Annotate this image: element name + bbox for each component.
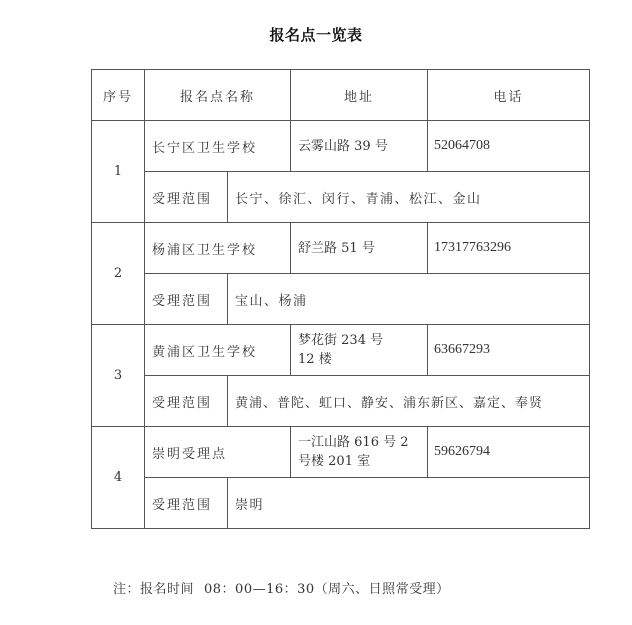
document-title: 报名点一览表: [269, 26, 363, 44]
row-address: [291, 325, 428, 376]
address-line-2: 12 楼: [298, 352, 332, 367]
row-name: 黄浦区卫生学校: [145, 325, 291, 376]
row-address: [291, 427, 428, 478]
scope-row: [92, 274, 590, 325]
scope-row: [92, 478, 590, 529]
row-phone: 59626794: [428, 427, 590, 478]
table-row: [92, 121, 590, 172]
address-line-1: 一江山路 616 号 2: [298, 435, 409, 450]
table-row: [92, 325, 590, 376]
scope-label: 受理范围: [145, 172, 228, 223]
scope-row: [92, 376, 590, 427]
scope-label: 受理范围: [145, 376, 228, 427]
row-phone: 52064708: [428, 121, 590, 172]
header-phone: 电话: [428, 70, 590, 121]
scope-value: 崇明: [228, 478, 590, 529]
registration-points-table: [91, 69, 590, 529]
table-header-row: [92, 70, 590, 121]
row-name: 长宁区卫生学校: [145, 121, 291, 172]
note-time: 08：00—16：30（周六、日照常受理）: [204, 582, 450, 597]
row-index: 2: [92, 223, 145, 325]
scope-value: 黄浦、普陀、虹口、静安、浦东新区、嘉定、奉贤: [228, 376, 590, 427]
row-index: 1: [92, 121, 145, 223]
header-index: 序号: [92, 70, 145, 121]
address-line-1: 梦花街 234 号: [298, 333, 384, 348]
scope-value: 长宁、徐汇、闵行、青浦、松江、金山: [228, 172, 590, 223]
address-line-2: 号楼 201 室: [298, 454, 371, 469]
table-row: [92, 427, 590, 478]
scope-label: 受理范围: [145, 274, 228, 325]
registration-time-note: [113, 578, 460, 597]
row-index: 3: [92, 325, 145, 427]
row-phone: 17317763296: [428, 223, 590, 274]
row-address: 舒兰路 51 号: [291, 223, 428, 274]
row-name: 杨浦区卫生学校: [145, 223, 291, 274]
table-row: [92, 223, 590, 274]
row-index: 4: [92, 427, 145, 529]
row-name: 崇明受理点: [145, 427, 291, 478]
row-phone: 63667293: [428, 325, 590, 376]
scope-label: 受理范围: [145, 478, 228, 529]
scope-value: 宝山、杨浦: [228, 274, 590, 325]
row-address: 云雾山路 39 号: [291, 121, 428, 172]
header-address: 地址: [291, 70, 428, 121]
note-label: 注：报名时间: [113, 582, 195, 597]
header-name: 报名点名称: [145, 70, 291, 121]
scope-row: [92, 172, 590, 223]
